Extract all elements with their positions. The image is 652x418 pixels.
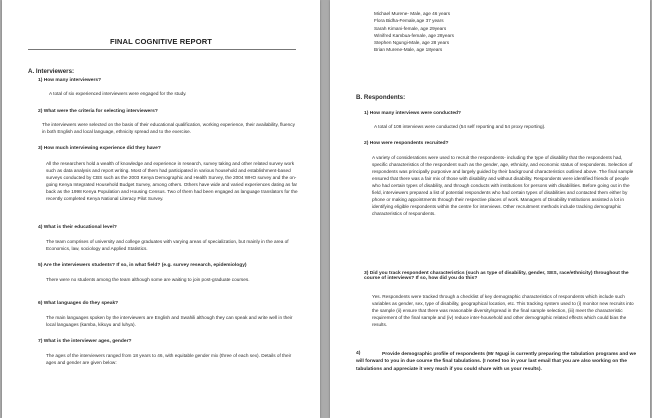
answer-b2: A variety of considerations were used to recruit the respondents- including the type of disability that the respondents had, specific characteristics of the respondent such as the gender, age, ethnicity, and economic status of respondents. Selection of respondents was principally purposive and largely guided by their background characteristics outlined above. The final sample ensured that there was a fair mix of those with disability and without disability. Respondents were identified friends of people who had certain types of disability, and through conducts with institutions for persons with disabilities. Before going out in the field, interviewers prepared a list of potential respondents who had certain types of disabilities and contacted them either by phone or making appointments through their respective places of work. Managers of Disability Institutions assisted a lot in identifying eligible respondents within the centre for interviews. Other recruitment methods include tracking demographic characteristics of respondents.: [372, 155, 634, 216]
question-a3: 3) How much interviewing experience did they have?: [38, 146, 161, 151]
list-item: Sarah Kimani-female, age 29years: [374, 25, 447, 31]
document-page-left: [2, 0, 320, 418]
interviewer-list: [374, 10, 614, 54]
question-a4: 4) What is their educational level?: [38, 225, 117, 230]
answer-b3: Yes. Respondents were tracked through a checklist of key demographic characteristics of respondents which include such variables as gender, sex, type of disability, geographical location, etc. This tracking system used to (i) monitor new recruits into the sample (ii) ensure that there was reasonable diversity/spread in the final sample selection, (iii) meet the characteristic requirement of the final sample and (iv) reduce inter-household and other demographic related effects which could bias the results.: [372, 294, 634, 327]
list-item: Michael Murene- Male, age 46 years: [374, 11, 451, 16]
question-a2: 2) What were the criteria for selecting interviewers?: [38, 109, 158, 114]
question-b4-number: 4): [356, 351, 361, 356]
question-a5: 5) Are the interviewers students? If so, in what field? (e.g. survey research, epidemiology): [38, 263, 247, 268]
list-item: Brian Murene-Male, age 18years: [374, 47, 443, 53]
question-a1: 1) How many interviewers?: [38, 78, 102, 83]
question-b3: 3) Did you track respondent characteristics (such as type of disability, gender, SES, race/ethnicity) throughout the course of interviews? If so, how did you do this?: [364, 271, 629, 281]
section-b-heading: B. Respondents:: [356, 94, 406, 101]
question-b1: 1) How many interviews were conducted?: [364, 111, 462, 116]
question-a6: 6) What languages do they speak?: [38, 301, 119, 306]
section-a-heading: A. Interviewers:: [28, 68, 75, 75]
title-underline: [28, 49, 296, 50]
answer-a6: The main languages spoken by the interviewers are English and Swahili although they can speak and write well in their local languages (kamba, kikuyu and luhya).: [46, 315, 293, 327]
answer-a4: The team comprises of university and college graduates with varying areas of specialization, but mainly in the area of Economics, law, sociology and Applied Statistics.: [46, 239, 289, 251]
list-item: Winifred Kambua-female, age 28years: [374, 32, 454, 38]
question-b2: 2) How were respondents recruited?: [364, 141, 449, 146]
document-page-right: [330, 0, 650, 418]
answer-a3: All the researchers hold a wealth of knowledge and experience in research, survey taking and other related survey work such as data analysis and report writing. Most of them had participated in various household and establishment-based surveys conducted by CBS such as the 2003 Kenya Demographic and Health Survey, the 2004 WHO survey and the on-going Kenya Integrated Household Budget Survey, among others. Others have wide and varied experiences dating as far back as the 1998 Kenya Population and Housing Census. Two of them had been engaged as language translators for the recently completed Kenya National Literacy Pilot Survey.: [46, 161, 298, 201]
question-b4: Provide demographic profile of respondents (Mr Ngugi is currently preparing the tabulation programs and we will forward to you in due course the final tabulations. (I noted too in your last email that you are also working on the tabulations and appreciate it very much if you could share with us your results).: [356, 352, 637, 372]
report-title: FINAL COGNITIVE REPORT: [109, 37, 213, 46]
question-a7: 7) What is the interviewer ages, gender?: [38, 339, 132, 344]
answer-b1: A total of 108 interviews were conducted (54 self reporting and 54 proxy reporting).: [374, 124, 546, 129]
list-item: Flora Bidha-Female,age 37 years: [374, 18, 444, 24]
answer-a7: The ages of the interviewers ranged from 18 years to 46, with equitable gender mix (three of each sex). Details of their ages and gender are given below:: [46, 353, 292, 365]
list-item: Stephen Ngungi-Male, age 28 years: [374, 40, 450, 46]
answer-a2: The interviewers were selected on the basis of their educational qualification, working experience, their availability, fluency in both English and local language, ethnicity spread and to the exercise.: [42, 122, 295, 134]
answer-a5: There were no students among the team although some are waiting to join post-graduate courses.: [46, 277, 250, 282]
answer-a1: A total of six experienced interviewers were engaged for the study.: [49, 91, 187, 96]
